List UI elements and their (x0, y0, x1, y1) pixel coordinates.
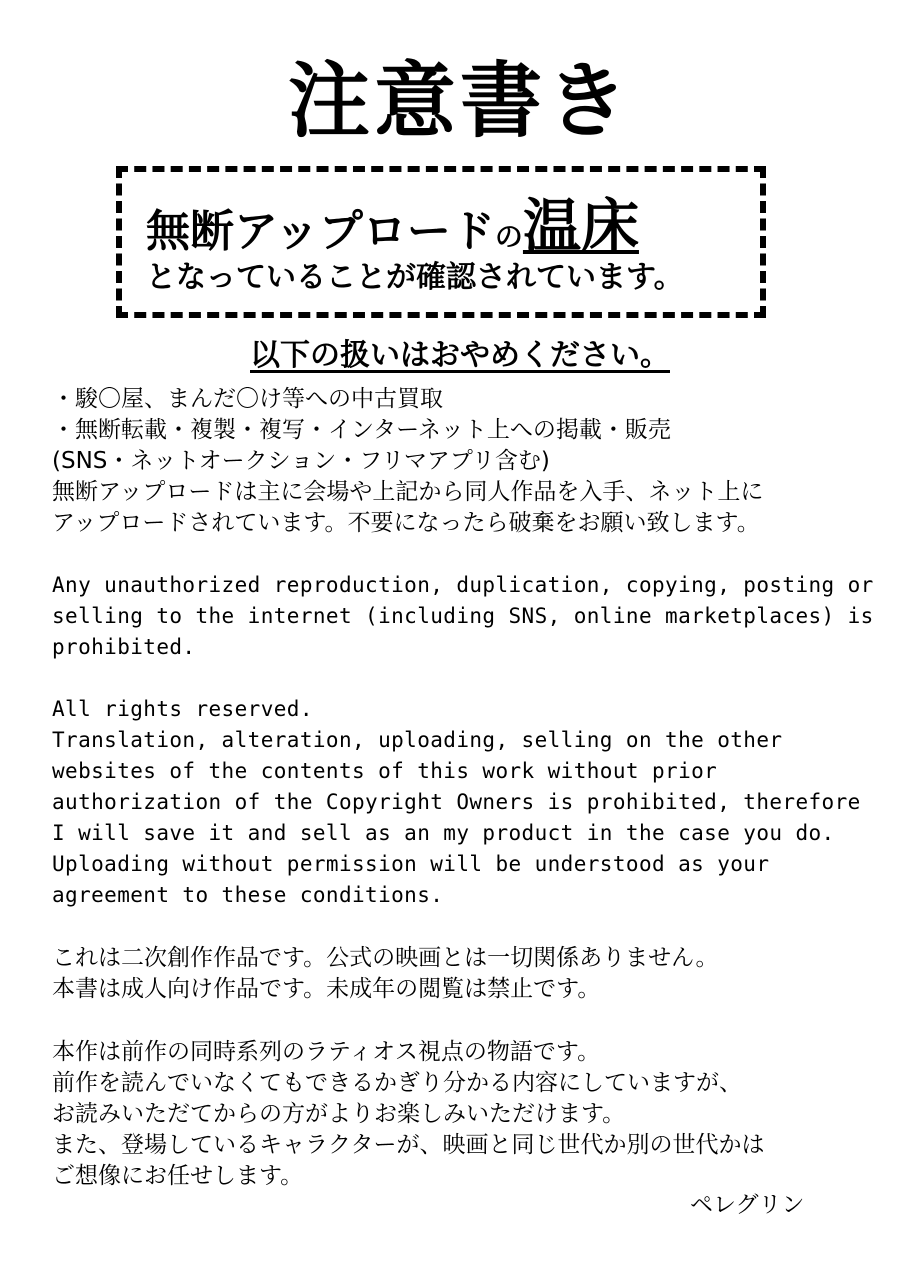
english-notice-line: Any unauthorized reproduction, duplication, copying, posting or (52, 573, 874, 597)
english-notice (52, 570, 874, 663)
page-title: 注意書き (287, 54, 632, 149)
prohibited-line: 無断アップロードは主に会場や上記から同人作品を入手、ネット上に (52, 479, 764, 505)
rights-line: All rights reserved. (52, 697, 313, 721)
story-note (52, 1037, 765, 1192)
prohibited-line: ・駿〇屋、まんだ〇け等への中古買取 (52, 386, 443, 412)
rights-notice (52, 694, 861, 911)
story-note-line: お読みいただてからの方がよりお楽しみいただけます。 (52, 1101, 626, 1127)
story-note-line: ご想像にお任せします。 (52, 1163, 304, 1189)
rights-line: websites of the contents of this work without prior (52, 759, 718, 783)
story-note-line: 前作を読んでいなくてもできるかぎり分かる内容にしていますが、 (52, 1070, 742, 1096)
author-signature: ペレグリン (690, 1192, 805, 1218)
rights-line: Translation, alteration, uploading, selling on the other (52, 728, 783, 752)
english-notice-line: selling to the internet (including SNS, online marketplaces) is (52, 604, 874, 628)
rights-line: authorization of the Copyright Owners is prohibited, therefore (52, 790, 861, 814)
prohibited-line: アップロードされています。不要になったら破棄をお願い致します。 (52, 510, 760, 536)
story-note-line: 本作は前作の同時系列のラティオス視点の物語です。 (52, 1039, 601, 1065)
disclaimer-line: 本書は成人向け作品です。未成年の閲覧は禁止です。 (52, 976, 601, 1002)
rights-line: Uploading without permission will be understood as your (52, 852, 770, 876)
prohibited-line: ・無断転載・複製・複写・インターネット上への掲載・販売 (52, 417, 671, 443)
disclaimer (52, 943, 719, 1005)
disclaimer-line: これは二次創作作品です。公式の映画とは一切関係ありません。 (52, 945, 719, 971)
warning-line-2: となっていることが確認されています。 (146, 260, 684, 295)
warning-accent-text: 温床 (522, 192, 639, 260)
rights-line: I will save it and sell as an my product in the case you do. (52, 821, 835, 845)
warning-main-text: 無断アップロード (146, 206, 495, 257)
prohibited-line: (SNS・ネットオークション・フリマアプリ含む) (52, 448, 550, 474)
prohibited-heading: 以下の扱いはおやめください。 (250, 338, 670, 373)
prohibited-list (52, 384, 763, 539)
rights-line: agreement to these conditions. (52, 883, 444, 907)
warning-particle: の (494, 220, 523, 253)
story-note-line: また、登場しているキャラクターが、映画と同じ世代か別の世代かは (52, 1132, 765, 1158)
english-notice-line: prohibited. (52, 635, 196, 659)
